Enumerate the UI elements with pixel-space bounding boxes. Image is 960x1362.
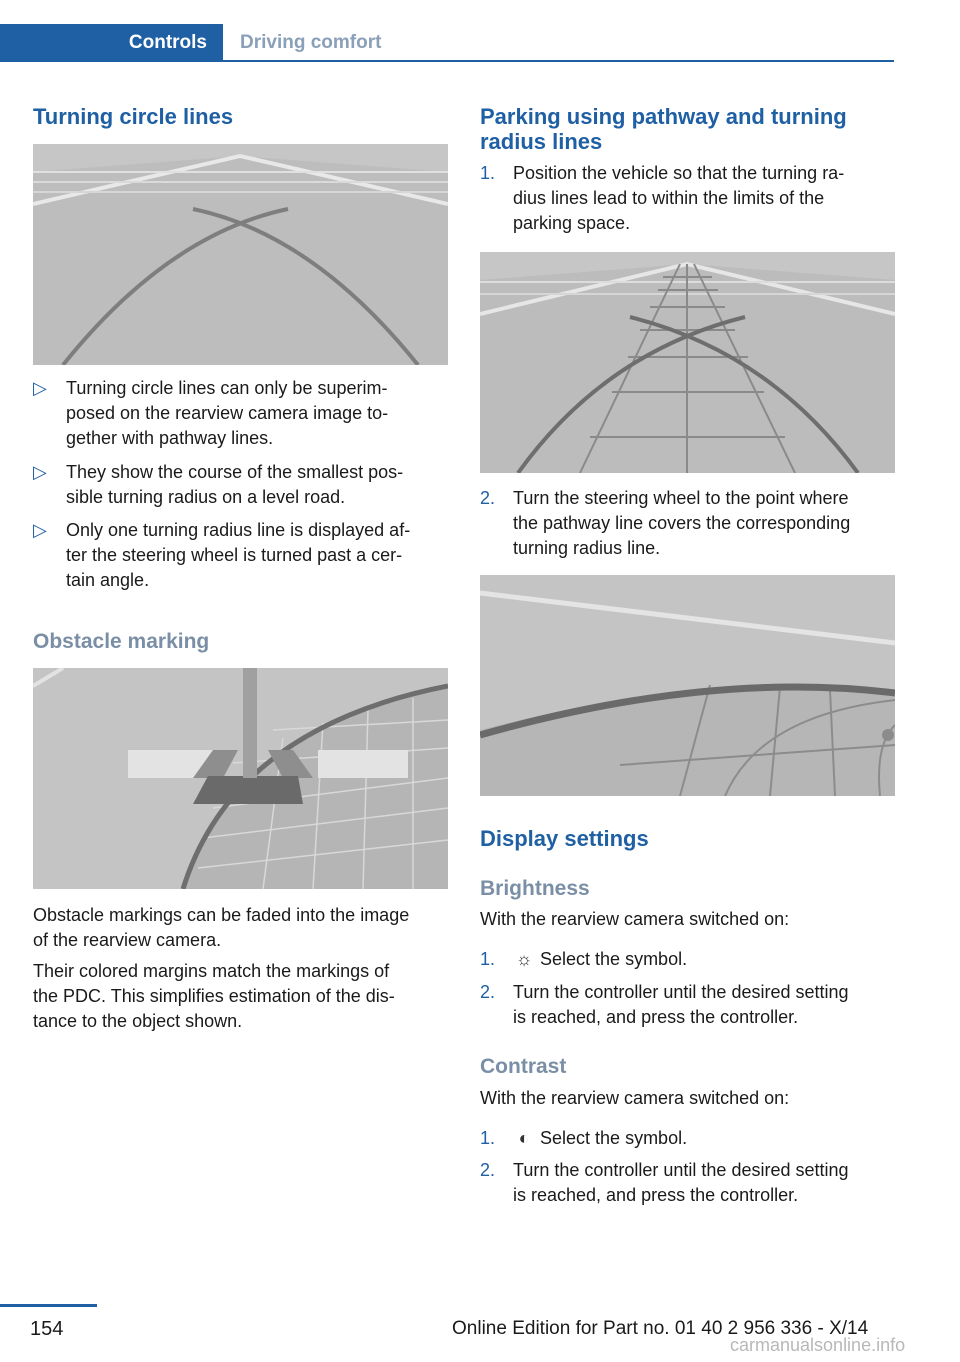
bullet-marker: ▷ <box>33 378 47 398</box>
list-item <box>480 1126 894 1151</box>
list-item <box>480 980 894 1030</box>
bullet-text: Turning circle lines can only be superim‐ posed on the rearview camera image to‐ gether with pathway lines. <box>66 378 389 448</box>
contrast-icon: ◐ <box>518 1128 530 1148</box>
brightness-icon: ☼ <box>515 949 533 969</box>
footer-rule <box>0 1304 97 1307</box>
bullet-text: Only one turning radius line is displayed af‐ ter the steering wheel is turned past a cer‐ tain angle. <box>66 520 411 590</box>
step-number: 2. <box>480 488 496 508</box>
list-item <box>33 460 453 510</box>
brightness-heading: Brightness <box>480 877 590 900</box>
edition-text: Online Edition for Part no. 01 40 2 956 336 - X/14 <box>452 1318 869 1339</box>
step-text: Select the symbol. <box>540 949 688 969</box>
step-number: 1. <box>480 1128 496 1148</box>
list-item <box>480 947 894 972</box>
section-tab: Controls <box>0 24 223 62</box>
parking-heading: Parking using pathway and turning radius lines <box>480 104 847 154</box>
bullet-marker: ▷ <box>33 462 47 482</box>
turning-circle-figure <box>33 144 448 365</box>
step-text: Turn the controller until the desired setting is reached, and press the controller. <box>513 1160 849 1205</box>
contrast-intro: With the rearview camera switched on: <box>480 1088 790 1108</box>
bullet-marker: ▷ <box>33 520 47 540</box>
list-item <box>480 161 894 236</box>
step-number: 2. <box>480 982 496 1002</box>
list-item <box>33 376 453 451</box>
page-header <box>0 24 894 62</box>
watermark: carmanualsonline.info <box>730 1335 906 1355</box>
list-item <box>480 486 894 561</box>
step-text: Select the symbol. <box>540 1128 688 1148</box>
subsection-tab: Driving comfort <box>240 32 382 53</box>
step-text: Position the vehicle so that the turning ra‐ dius lines lead to within the limits of the parking space. <box>513 163 845 233</box>
step-number: 1. <box>480 949 496 969</box>
list-item <box>33 518 453 593</box>
contrast-heading: Contrast <box>480 1055 567 1078</box>
bullet-text: They show the course of the smallest pos‐ sible turning radius on a level road. <box>66 462 404 507</box>
obstacle-paragraph-2: Their colored margins match the markings of the PDC. This simplifies estimation of the dis‐ tance to the object shown. <box>33 961 395 1031</box>
obstacle-marking-heading: Obstacle marking <box>33 630 210 653</box>
parking-turning-figure <box>480 252 895 473</box>
display-settings-heading: Display settings <box>480 826 649 851</box>
obstacle-marking-figure <box>33 668 448 889</box>
step-text: Turn the steering wheel to the point where the pathway line covers the corresponding turning radius line. <box>513 488 851 558</box>
step-text: Turn the controller until the desired setting is reached, and press the controller. <box>513 982 849 1027</box>
obstacle-paragraph-1: Obstacle markings can be faded into the image of the rearview camera. <box>33 905 410 950</box>
turning-circle-heading: Turning circle lines <box>33 104 234 129</box>
step-number: 1. <box>480 163 496 183</box>
step-number: 2. <box>480 1160 496 1180</box>
list-item <box>480 1158 894 1208</box>
pathway-cover-figure <box>480 575 895 796</box>
page-number: 154 <box>30 1318 64 1340</box>
brightness-intro: With the rearview camera switched on: <box>480 909 790 929</box>
